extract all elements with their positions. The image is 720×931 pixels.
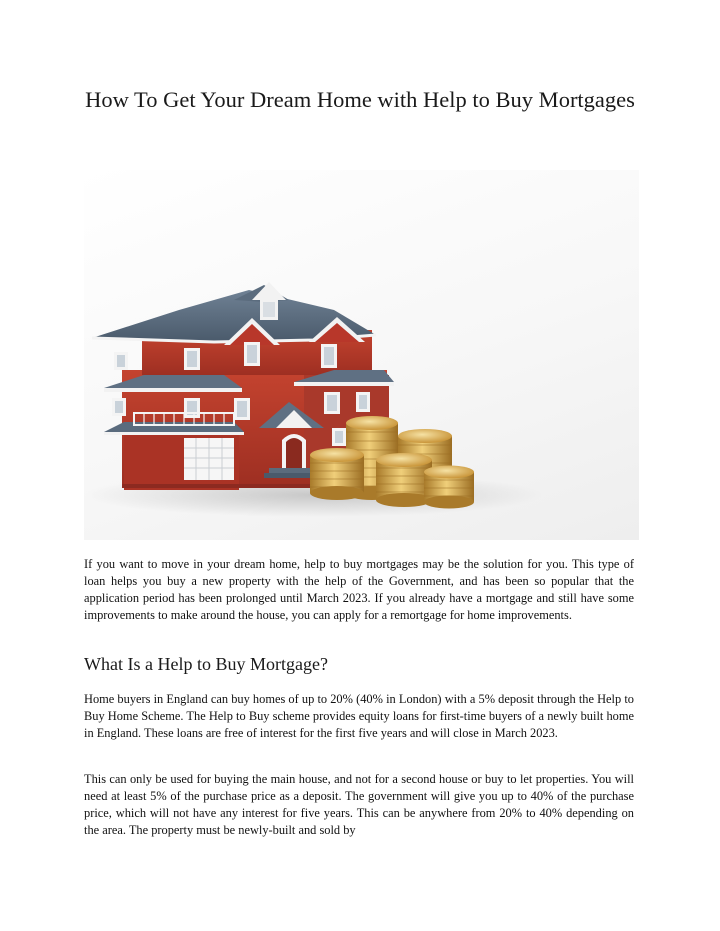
document-title: How To Get Your Dream Home with Help to Buy Mortgages (85, 87, 635, 112)
house-with-coins-illustration (84, 170, 639, 540)
intro-paragraph: If you want to move in your dream home, help to buy mortgages may be the solution for you. This type of loan helps you buy a new property with the help of the Government, and has been so popular that the application period has been prolonged until March 2023. If you already have a mortgage and still have some improvements to make around the house, you can apply for a remortgage for home improvements. (84, 557, 634, 622)
body-paragraph-2: This can only be used for buying the main house, and not for a second house or buy to let properties. You will need at least 5% of the purchase price as a deposit. The government will give you up to 40% of the purchase price, which will not have any interest for five years. This can be anywhere from 20% to 40% depending on the area. The property must be newly-built and sold by (84, 772, 634, 837)
body-paragraph-1: Home buyers in England can buy homes of up to 20% (40% in London) with a 5% deposit through the Help to Buy Home Scheme. The Help to Buy scheme provides equity loans for first-time buyers of a newly built home in England. These loans are free of interest for the first five years and will close in March 2023. (84, 692, 634, 740)
section-heading: What Is a Help to Buy Mortgage? (84, 654, 328, 674)
hero-image-house-with-coins-icon (84, 170, 639, 540)
